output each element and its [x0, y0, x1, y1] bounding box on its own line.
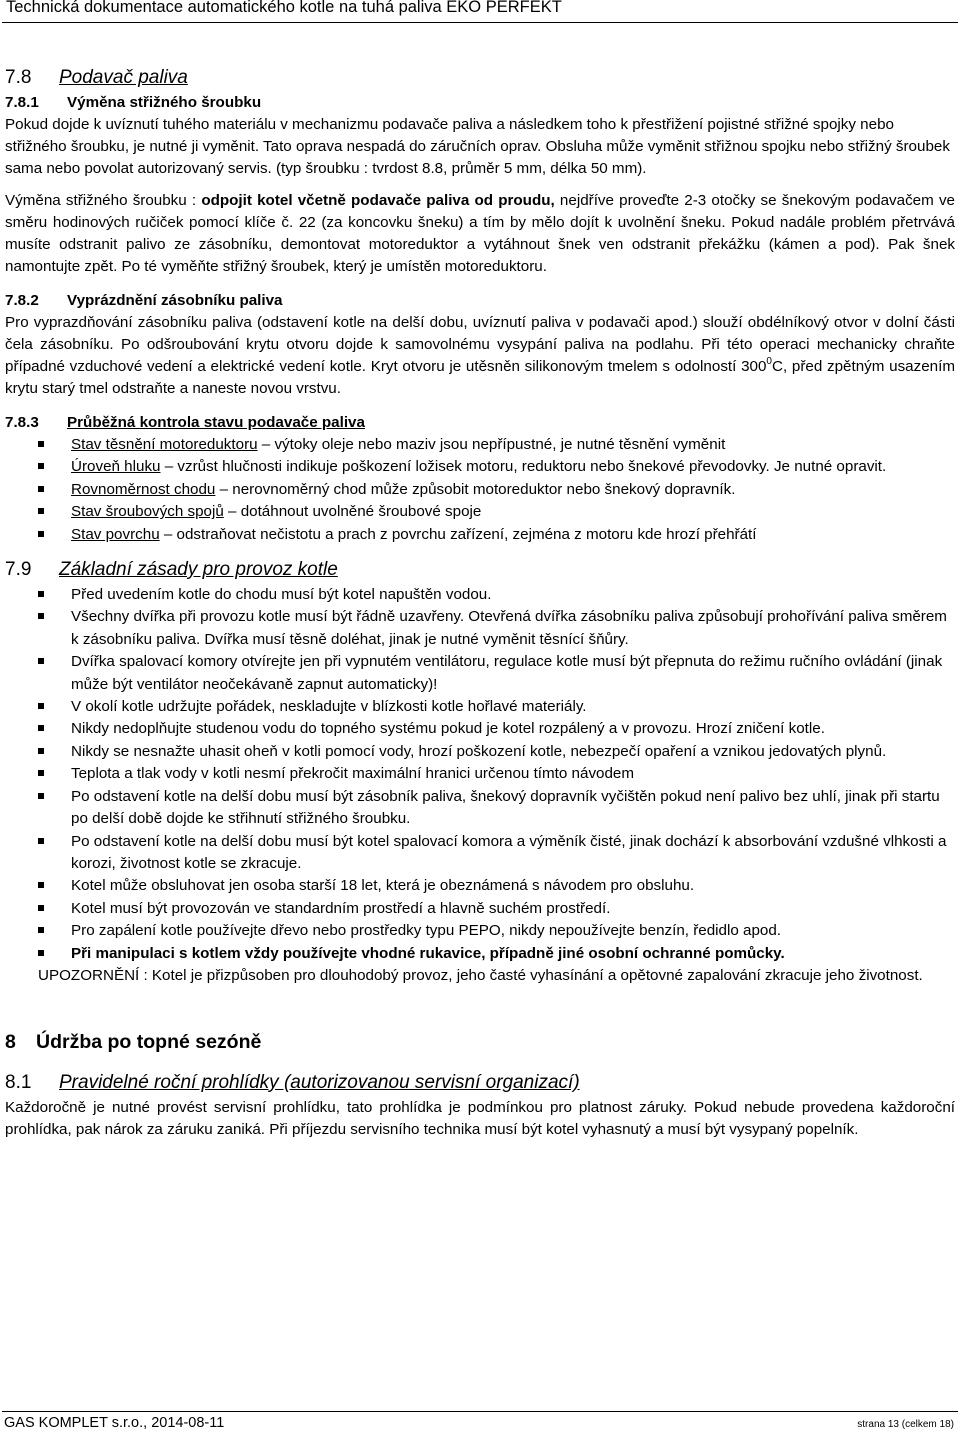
- document-body: [5, 64, 955, 1141]
- operating-rules-list: [5, 584, 955, 965]
- list-item: [5, 456, 955, 478]
- section-7-8-2-heading: [5, 290, 955, 312]
- check-label: Stav šroubových spojů: [71, 503, 224, 521]
- list-item: [5, 501, 955, 523]
- paragraph-shear-bolt-procedure: [5, 190, 955, 278]
- paragraph-shear-bolt-intro: Pokud dojde k uvíznutí tuhého materiálu v mechanizmu podavače paliva a následkem toho k přestřižení pojistné střižné spojky nebo střižného šroubku, je nutné ji vyměnit. Tato oprava nespadá do záručních oprav. Obsluha může vyměnit střižnou spojku nebo střižný šroubek sama nebo povolat autorizovaný servis. (typ šroubku : tvrdost 8.8, průměr 5 mm, délka 50 mm).: [5, 116, 950, 177]
- list-item: Po odstavení kotle na delší dobu musí být zásobník paliva, šnekový dopravník vyčištěn pokud není palivo bez uhlí, jinak při startu po delší době dojde ke střihnutí střižného šroubku.: [5, 786, 955, 831]
- check-text: – dotáhnout uvolněné šroubové spoje: [223, 503, 482, 521]
- section-title: Vyprázdnění zásobníku paliva: [67, 292, 283, 309]
- paragraph-hopper-emptying: [5, 312, 955, 400]
- check-label: Stav povrchu: [71, 525, 160, 543]
- list-item: [5, 479, 955, 501]
- section-number: 8: [5, 1030, 16, 1053]
- page-number: strana 13 (celkem 18): [857, 1419, 954, 1430]
- section-7-8-3-heading: [5, 412, 955, 434]
- header-divider: [2, 22, 958, 23]
- check-label: Úroveň hluku: [71, 458, 161, 476]
- document-header: Technická dokumentace automatického kotle na tuhá paliva EKO PERFEKT: [6, 0, 562, 16]
- section-title: Průběžná kontrola stavu podavače paliva: [67, 414, 365, 431]
- list-item: [5, 524, 955, 546]
- list-item: Kotel musí být provozován ve standardním prostředí a hlavně suchém prostředí.: [5, 898, 955, 920]
- procedure-warning: odpojit kotel včetně podavače paliva od proudu,: [201, 192, 555, 209]
- hopper-text-a: Pro vyprazdňování zásobníku paliva (odstavení kotle na delší dobu, uvíznutí paliva v podavači apod.) slouží obdélníkový otvor v dolní části čela zásobníku. Po odšroubování krytu otvoru dojde k samovolnému vysypání paliva na podlahu. Při této operaci mechanicky chraňte případné vzduchové vedení a elektrické vedení kotle. Kryt otvoru je utěsněn silikonovým tmelem s odolností 300: [5, 314, 955, 375]
- section-number: 7.8.1: [5, 94, 39, 111]
- check-text: – výtoky oleje nebo maziv jsou nepřípustné, je nutné těsnění vyměnit: [257, 436, 726, 453]
- section-7-8-1-heading: [5, 92, 955, 114]
- list-item: V okolí kotle udržujte pořádek, neskladujte v blízkosti kotle hořlavé materiály.: [5, 696, 955, 718]
- footer-company: GAS KOMPLET s.r.o., 2014-08-11: [4, 1415, 225, 1431]
- feeder-check-list: [5, 434, 955, 546]
- list-item: Kotel může obsluhovat jen osoba starší 18 let, která je obeznámená s návodem pro obsluhu.: [5, 875, 955, 897]
- list-item: Nikdy se nesnažte uhasit oheň v kotli pomocí vody, hrozí poškození kotle, nebezpečí opaření a vznikou jedovatých plynů.: [5, 741, 955, 763]
- check-text: – nerovnoměrný chod může způsobit motoreduktor nebo šnekový dopravník.: [215, 480, 736, 498]
- section-7-8-heading: [5, 64, 955, 92]
- degree-superscript: 0: [766, 355, 772, 367]
- section-title: Údržba po topné sezóně: [36, 1030, 262, 1053]
- list-item: Všechny dvířka při provozu kotle musí být řádně uzavřeny. Otevřená dvířka zásobníku paliva způsobují prohořívání paliva směrem k zásobníku paliva. Dvířka musí těsně doléhat, jinak je nutné vyměnit těsnící šňůry.: [5, 606, 955, 651]
- section-8-heading: [5, 1025, 955, 1059]
- section-title: Výměna střižného šroubku: [67, 94, 262, 111]
- section-8-1-heading: [5, 1069, 955, 1097]
- check-label: Rovnoměrnost chodu: [71, 480, 216, 498]
- section-title: Podavač paliva: [59, 67, 188, 88]
- warning-note: UPOZORNĚNÍ : Kotel je přizpůsoben pro dlouhodobý provoz, jeho časté vyhasínání a opětovné zapalování zkracuje jeho životnost.: [38, 966, 923, 984]
- section-number: 8.1: [5, 1071, 32, 1093]
- section-number: 7.8.2: [5, 292, 39, 309]
- footer-divider: [2, 1411, 958, 1412]
- section-title: Pravidelné roční prohlídky (autorizovanou servisní organizací): [59, 1071, 580, 1093]
- procedure-lead: Výměna střižného šroubku :: [5, 192, 202, 209]
- list-item: Při manipulaci s kotlem vždy používejte vhodné rukavice, případně jiné osobní ochranné pomůcky.: [5, 943, 955, 965]
- list-item: Dvířka spalovací komory otvírejte jen při vypnutém ventilátoru, regulace kotle musí být přepnuta do režimu ručního ovládání (jinak může být ventilátor neočekávaně zapnut automaticky)!: [5, 651, 955, 696]
- paragraph-annual-inspection: Každoročně je nutné provést servisní prohlídku, tato prohlídka je podmínkou pro platnost záruky. Pokud nebude provedena každoroční prohlídka, pak nárok za záruku zaniká. Při příjezdu servisního technika musí být kotel vyhasnutý a musí být vysypaný popelník.: [5, 1098, 955, 1138]
- check-text: – odstraňovat nečistotu a prach z povrchu zařízení, zejména z motoru kde hrozí přehřátí: [159, 525, 757, 543]
- section-title: Základní zásady pro provoz kotle: [59, 559, 338, 581]
- list-item: Po odstavení kotle na delší dobu musí být kotel spalovací komora a výměník čisté, jinak dochází k absorbování vzdušné vlhkosti a korozi, životnost kotle se zkracuje.: [5, 831, 955, 876]
- list-item: Nikdy nedoplňujte studenou vodu do topného systému pokud je kotel rozpálený a v provozu. Hrozí zničení kotle.: [5, 718, 955, 740]
- hopper-text-b: C, před zpětným usazením krytu starý tmel odstraňte a naneste novou vrstvu.: [5, 358, 955, 397]
- list-item: [5, 434, 955, 456]
- procedure-steps: nejdříve proveďte 2-3 otočky se šnekovým podavačem ve směru hodinových ručiček pomocí klíče č. 22 (za koncovku šneku) a tím by mělo dojít k uvolnění šneku. Pokud nadále problém přetrvává musíte odstranit palivo ze zásobníku, demontovat motoreduktor a vytáhnout šnek ven odstranit překážku (kámen a pod). Pak šnek namontujte zpět. Po té vyměňte střižný šroubek, který je umístěn motoreduktoru.: [5, 192, 956, 275]
- list-item: Pro zapálení kotle používejte dřevo nebo prostředky typu PEPO, nikdy nepoužívejte benzín, ředidlo apod.: [5, 920, 955, 942]
- section-number: 7.8.3: [5, 414, 39, 431]
- list-item: Před uvedením kotle do chodu musí být kotel napuštěn vodou.: [5, 584, 955, 606]
- list-item: Teplota a tlak vody v kotli nesmí překročit maximální hranici určenou tímto návodem: [5, 763, 955, 785]
- section-number: 7.8: [5, 67, 32, 88]
- check-label: Stav těsnění motoreduktoru: [71, 436, 258, 453]
- check-text: – vzrůst hlučnosti indikuje poškození ložisek motoru, reduktoru nebo šnekové převodovky. Je nutné opravit.: [160, 458, 887, 476]
- section-number: 7.9: [5, 559, 32, 581]
- section-7-9-heading: [5, 556, 955, 584]
